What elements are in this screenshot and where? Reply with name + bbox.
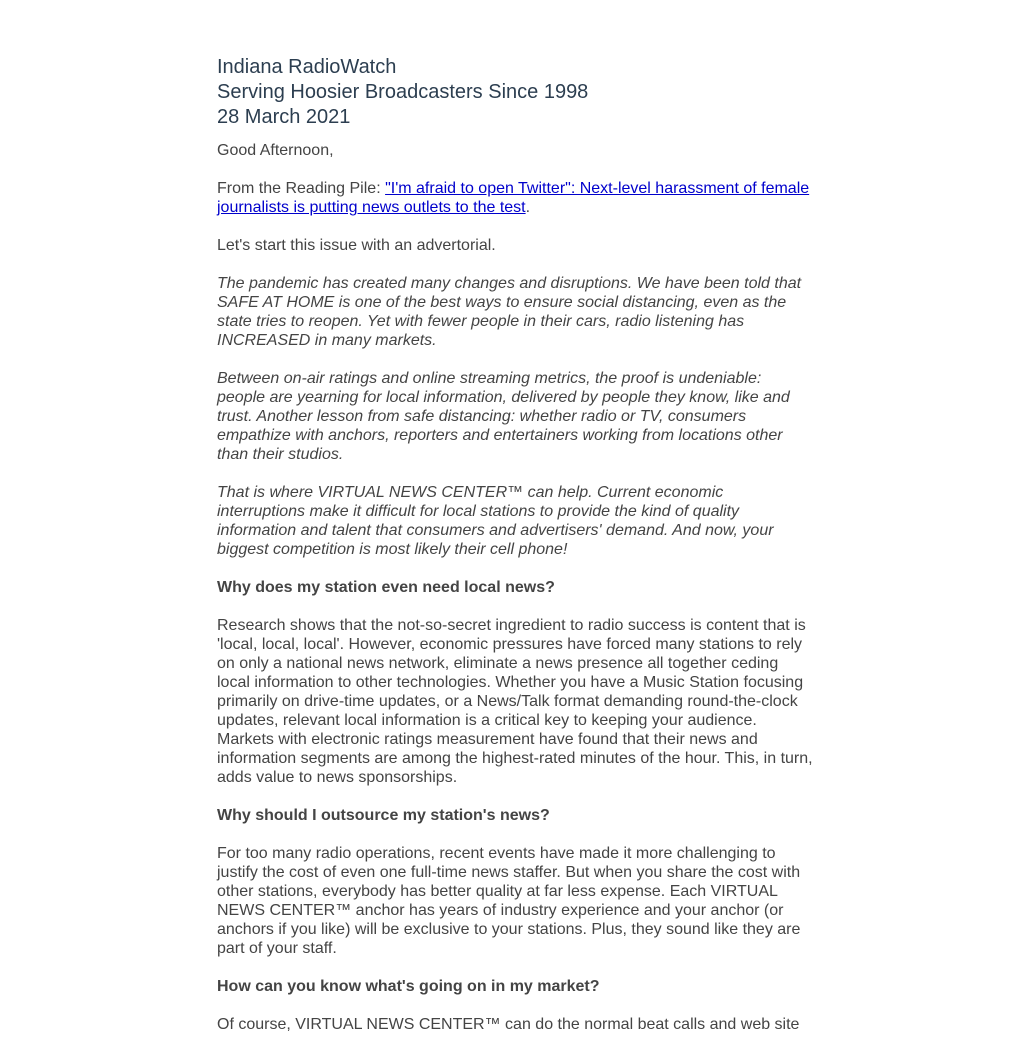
greeting: Good Afternoon, bbox=[217, 142, 334, 159]
newsletter-title: Indiana RadioWatch bbox=[217, 56, 397, 78]
text-line: Markets with electronic ratings measurement have found that their news and bbox=[217, 731, 758, 748]
text-line: than their studios. bbox=[217, 446, 344, 463]
section-paragraph bbox=[217, 844, 817, 958]
article-link-cont[interactable]: journalists is putting news outlets to the test bbox=[217, 199, 526, 216]
text-line: NEWS CENTER™ anchor has years of industry experience and your anchor (or bbox=[217, 902, 784, 919]
text-line: justify the cost of even one full-time news staffer. But when you share the cost with bbox=[217, 864, 801, 881]
text-line: information and talent that consumers and advertisers' demand. And now, your bbox=[217, 522, 774, 539]
text-line: information segments are among the highest-rated minutes of the hour. This, in turn, bbox=[217, 750, 813, 767]
section-heading: How can you know what's going on in my market? bbox=[217, 978, 600, 995]
text-line: on only a national news network, eliminate a news presence all together ceding bbox=[217, 655, 779, 672]
text-line: primarily on drive-time updates, or a News/Talk format demanding round-the-clock bbox=[217, 693, 798, 710]
text-line: biggest competition is most likely their cell phone! bbox=[217, 541, 568, 558]
text-line: That is where VIRTUAL NEWS CENTER™ can help. Current economic bbox=[217, 484, 724, 501]
section-paragraph bbox=[217, 1015, 817, 1034]
advertorial-paragraph bbox=[217, 369, 817, 464]
text-line: empathize with anchors, reporters and entertainers working from locations other bbox=[217, 427, 783, 444]
advertorial-paragraph bbox=[217, 274, 817, 350]
text-line: interruptions make it difficult for local stations to provide the kind of quality bbox=[217, 503, 740, 520]
text-line: local information to other technologies. Whether you have a Music Station focusing bbox=[217, 674, 804, 691]
text-line: SAFE AT HOME is one of the best ways to ensure social distancing, even as the bbox=[217, 294, 787, 311]
article-link[interactable]: "I'm afraid to open Twitter": Next-level harassment of female bbox=[385, 180, 810, 197]
advertorial-paragraph bbox=[217, 483, 817, 559]
text-line: trust. Another lesson from safe distancing: whether radio or TV, consumers bbox=[217, 408, 747, 425]
newsletter-date: 28 March 2021 bbox=[217, 106, 351, 128]
text-line: people are yearning for local information, delivered by people they know, like and bbox=[217, 389, 790, 406]
section-paragraph bbox=[217, 616, 817, 787]
text-line: state tries to reopen. Yet with fewer people in their cars, radio listening has bbox=[217, 313, 745, 330]
text-line: adds value to news sponsorships. bbox=[217, 769, 458, 786]
reading-pile-label: From the Reading Pile: bbox=[217, 180, 386, 197]
text-line: 'local, local, local'. However, economic pressures have forced many stations to rely bbox=[217, 636, 803, 653]
period: . bbox=[525, 199, 531, 216]
text-line: Between on-air ratings and online streaming metrics, the proof is undeniable: bbox=[217, 370, 762, 387]
section-heading: Why does my station even need local news? bbox=[217, 579, 555, 596]
text-line: The pandemic has created many changes and disruptions. We have been told that bbox=[217, 275, 802, 292]
reading-pile bbox=[217, 179, 817, 217]
text-line: INCREASED in many markets. bbox=[217, 332, 437, 349]
intro-text: Let's start this issue with an advertorial. bbox=[217, 237, 496, 254]
text-line: other stations, everybody has better quality at far less expense. Each VIRTUAL bbox=[217, 883, 778, 900]
section-heading: Why should I outsource my station's news? bbox=[217, 807, 550, 824]
text-line: For too many radio operations, recent events have made it more challenging to bbox=[217, 845, 776, 862]
text-line: anchors if you like) will be exclusive to your stations. Plus, they sound like they are bbox=[217, 921, 801, 938]
newsletter-tagline: Serving Hoosier Broadcasters Since 1998 bbox=[217, 81, 589, 103]
text-line: updates, relevant local information is a critical key to keeping your audience. bbox=[217, 712, 757, 729]
newsletter-body bbox=[217, 55, 817, 1053]
text-line: Research shows that the not-so-secret ingredient to radio success is content that is bbox=[217, 617, 806, 634]
text-line: part of your staff. bbox=[217, 940, 337, 957]
text-line: Of course, VIRTUAL NEWS CENTER™ can do the normal beat calls and web site bbox=[217, 1016, 800, 1033]
